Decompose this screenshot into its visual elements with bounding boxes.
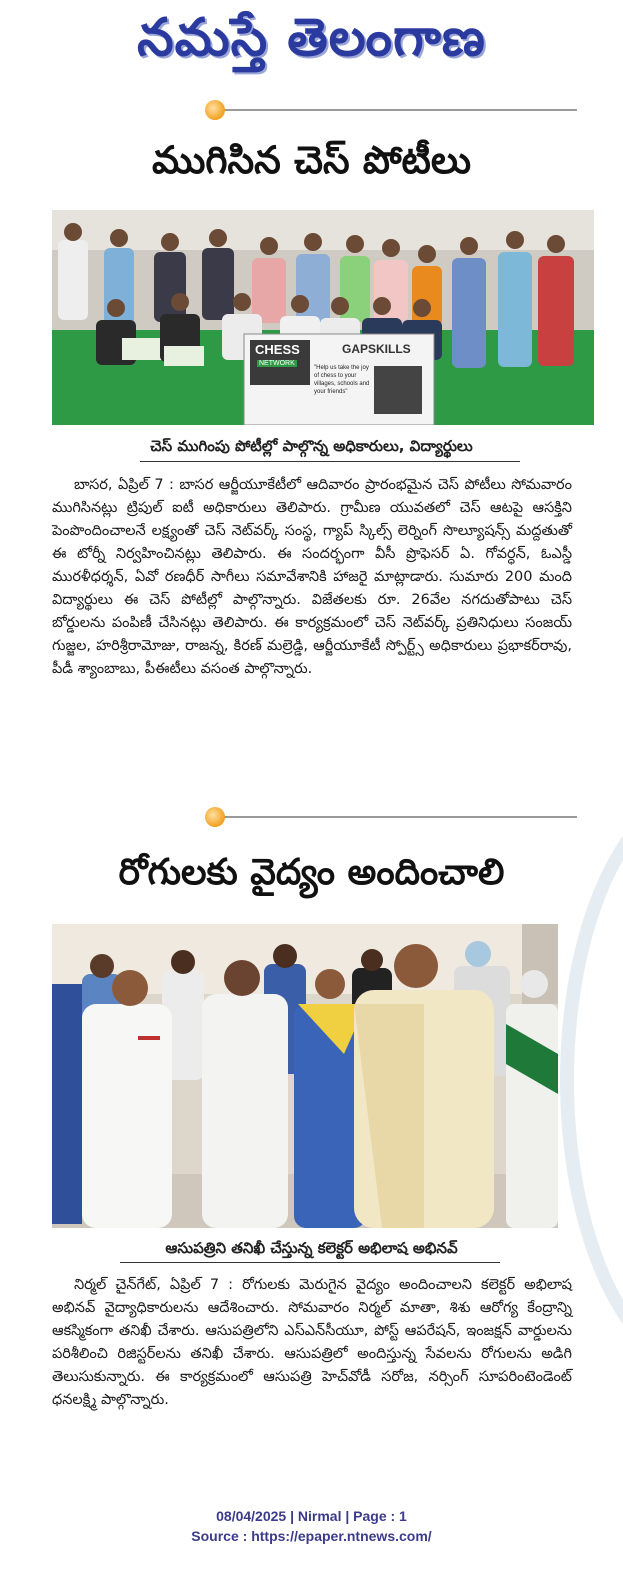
banner-network-label: NETWORK xyxy=(259,360,295,367)
masthead xyxy=(0,0,623,88)
article1-headline: ముగిసిన చెస్ పోటీలు xyxy=(152,138,471,182)
newspaper-title: నమస్తే తెలంగాణ xyxy=(137,7,486,68)
section-divider xyxy=(215,816,577,818)
article1-body xyxy=(52,474,572,776)
divider-dot-icon xyxy=(205,807,225,827)
footer-source-line: Source : https://epaper.ntnews.com/ xyxy=(191,1528,432,1544)
article2-paragraph: నిర్మల్ చైన్‌గేట్, ఏప్రిల్ 7 : రోగులకు మెరుగైన వైద్యం అందించాలని కలెక్టర్ అభిలాష అభినవ్ వైద్యాధికారులను ఆదేశించారు. సోమవారం నిర్మల్ మాతా, శిశు ఆరోగ్య కేంద్రాన్ని ఆకస్మికంగా తనిఖీ చేశారు. ఆసుపత్రిలోని ఎస్ఎన్‌సీయూ, పోస్ట్ ఆపరేషన్, ఇంజక్షన్ వార్డులను పరిశీలించి రిజిస్టర్‌లను తనిఖీ చేశారు. ఆసుపత్రిలో అందిస్తున్న సేవలను రోగులను అడిగి తెలుసుకున్నారు. ఈ కార్యక్రమంలో ఆసుపత్రి హెచ్‌వోడీ సరోజ, నర్సింగ్ సూపరింటెండెంట్ ధనలక్ష్మి పాల్గొన్నారు. xyxy=(52,1277,572,1408)
section-divider xyxy=(215,109,577,111)
article2-caption: ఆసుపత్రిని తనిఖీ చేస్తున్న కలెక్టర్ అభిలాష అభినవ్ xyxy=(165,1239,458,1257)
footer-edition-line: 08/04/2025 | Nirmal | Page : 1 xyxy=(216,1508,407,1524)
banner-chess-label: CHESS xyxy=(255,342,300,357)
footer xyxy=(0,1506,623,1546)
caption-underline xyxy=(140,461,520,462)
article2-photo xyxy=(52,924,558,1228)
article2-headline: రోగులకు వైద్యం అందించాలి xyxy=(118,852,505,893)
hospital-inspection-photo xyxy=(52,924,558,1228)
divider-dot-icon xyxy=(205,100,225,120)
banner-slogan: "Help us take the joy of chess to your villages, schools and your friends" xyxy=(314,365,370,395)
article1-caption: చెస్ ముగింపు పోటీల్లో పాల్గొన్న అధికారులు, విద్యార్థులు xyxy=(150,437,473,455)
article1-photo xyxy=(52,210,594,425)
banner-gapskills-label: GAPSKILLS xyxy=(342,342,411,356)
caption-underline xyxy=(120,1262,500,1263)
article1-paragraph: బాసర, ఏప్రిల్ 7 : బాసర ఆర్జీయూకేటీలో ఆదివారం ప్రారంభమైన చెస్ పోటీలు సోమవారం ముగిసినట్లు ట్రిపుల్ ఐటీ అధికారులు తెలిపారు. గ్రామీణ యువతలో చెస్ ఆటపై ఆసక్తిని పెంపొందించాలనే లక్ష్యంతో చెస్ నెట్‌వర్క్ సంస్థ, గ్యాప్ స్కిల్స్ లెర్నింగ్ సొల్యూషన్స్ మద్దతుతో ఈ టోర్నీ నిర్వహించినట్లు తెలిపారు. ఈ సందర్భంగా వీసీ ప్రొఫెసర్ ఏ. గోవర్ధన్, ఓఎస్డీ మురళీధర్శన్, ఏవో రణధీర్ సాగీలు సమావేశానికి హాజరై మాట్లాడారు. సుమారు 200 మంది విద్యార్థులు ఈ చెస్ పోటీల్లో పాల్గొన్నారు. విజేతలకు రూ. 26వేల నగదుతోపాటు చెస్ బోర్డులను పంపిణీ చేసినట్లు తెలిపారు. ఈ కార్యక్రమంలో చెస్ నెట్‌వర్క్ ప్రతినిధులు సంజయ్ గుజ్జల, హరిశ్రీరామోజు, రాజన్న, కిరణ్ మల్రెడ్డి, ఆర్జీయూకేటీ స్పోర్ట్స్ అధికారులు ప్రభాకర్‌రావు, పీడీ శ్యాంబాబు, పీఈటీలు వసంత పాల్గొన్నారు. xyxy=(52,477,572,677)
article2-body xyxy=(52,1274,572,1470)
